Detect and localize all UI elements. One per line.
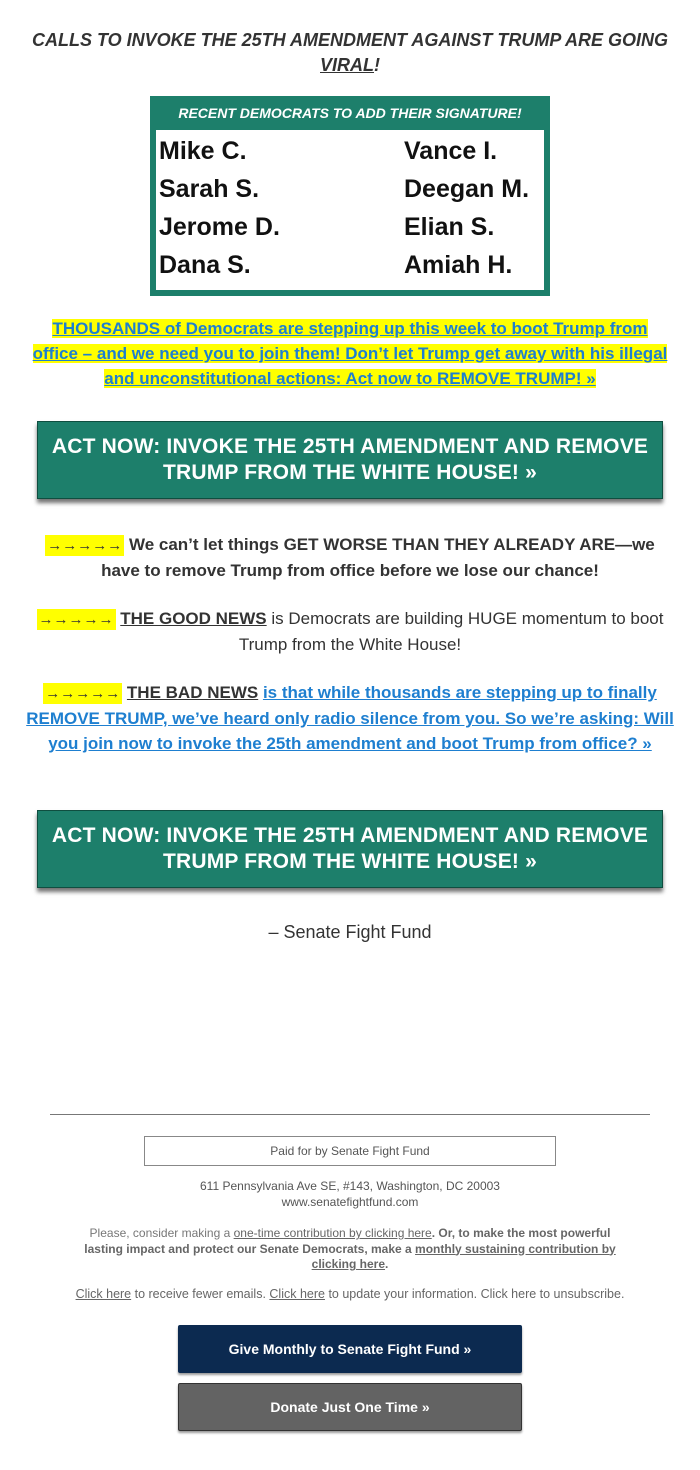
signoff: – Senate Fight Fund — [268, 922, 432, 942]
contribution-note — [70, 1226, 630, 1273]
give-monthly-button[interactable]: Give Monthly to Senate Fight Fund » — [178, 1325, 522, 1373]
one-time-link[interactable]: one-time contribution by clicking here — [233, 1226, 432, 1240]
donate-once-button[interactable]: Donate Just One Time » — [178, 1383, 522, 1431]
bad-news-label: THE BAD NEWS — [126, 683, 259, 702]
note-bold: . Or, to make the most powerful lasting impact and protect our Senate Democrats, make a — [84, 1226, 611, 1256]
act-now-button[interactable]: ACT NOW: INVOKE THE 25TH AMENDMENT AND REMOVE TRUMP FROM THE WHITE HOUSE! » — [37, 810, 663, 888]
arrows-highlight: →→→→→ — [38, 611, 114, 628]
headline-text: CALLS TO INVOKE THE 25TH AMENDMENT AGAINST TRUMP ARE GOING — [31, 30, 669, 50]
paragraph-text: is Democrats are building HUGE momentum to boot Trump from the White House! — [238, 609, 664, 654]
arrows-highlight: →→→→→ — [47, 537, 123, 554]
signature-name: Elian S. — [404, 213, 495, 241]
signature-image[interactable] — [150, 96, 550, 296]
signature-list — [156, 130, 544, 290]
arrows-highlight: →→→→→ — [45, 685, 121, 702]
email-preferences — [0, 1287, 700, 1301]
website-text: www.senatefightfund.com — [281, 1195, 419, 1209]
signature-name: Mike C. — [159, 137, 247, 165]
headline-end: ! — [374, 55, 380, 75]
paragraph-good-news — [24, 606, 676, 657]
note-text: Please, consider making a — [89, 1226, 234, 1240]
fewer-emails-link[interactable]: Click here — [75, 1287, 132, 1301]
paragraph-text: We can’t let things GET WORSE THAN THEY ALREADY ARE—we have to remove Trump from office before we lose our chance! — [101, 535, 655, 580]
fewer-text: to receive fewer emails. — [131, 1287, 270, 1301]
address-text: 611 Pennsylvania Ave SE, #143, Washington, DC 20003 — [200, 1179, 500, 1193]
signature-name: Dana S. — [159, 251, 251, 279]
signature-name: Sarah S. — [159, 175, 260, 203]
highlighted-paragraph — [28, 316, 672, 391]
paragraph-worse — [24, 532, 676, 583]
paid-for-box: Paid for by Senate Fight Fund — [144, 1136, 556, 1166]
update-text: to update your information. Click here to unsubscribe. — [324, 1287, 625, 1301]
signature-name: Deegan M. — [404, 175, 530, 203]
signature-name: Amiah H. — [404, 251, 513, 279]
good-news-label: THE GOOD NEWS — [120, 609, 267, 628]
footer-divider — [50, 1114, 650, 1115]
join-now-link[interactable]: is that while thousands are stepping up to finally REMOVE TRUMP, we’ve heard only radio silence from you. So we’re asking: Will you join now to invoke the 25th amendment and boot Trump from office? » — [26, 683, 674, 753]
update-info-link[interactable]: Click here — [269, 1287, 325, 1301]
headline-viral-link[interactable]: VIRAL — [320, 55, 374, 75]
monthly-link[interactable]: monthly sustaining contribution by clicking here — [311, 1241, 616, 1271]
signature-name: Vance I. — [404, 137, 498, 165]
headline — [20, 28, 680, 78]
note-end: . — [385, 1257, 389, 1271]
footer-address — [0, 1178, 700, 1210]
signature-name: Jerome D. — [159, 213, 280, 241]
signature-header: RECENT DEMOCRATS TO ADD THEIR SIGNATURE! — [178, 105, 522, 121]
remove-trump-link[interactable]: THOUSANDS of Democrats are stepping up this week to boot Trump from office – and we need you to join them! Don’t let Trump get away with his illegal and unconstitutional actions: Act now to REMOVE TRUMP! » — [32, 319, 668, 388]
act-now-button[interactable]: ACT NOW: INVOKE THE 25TH AMENDMENT AND REMOVE TRUMP FROM THE WHITE HOUSE! » — [37, 421, 663, 499]
paragraph-bad-news — [24, 680, 676, 756]
